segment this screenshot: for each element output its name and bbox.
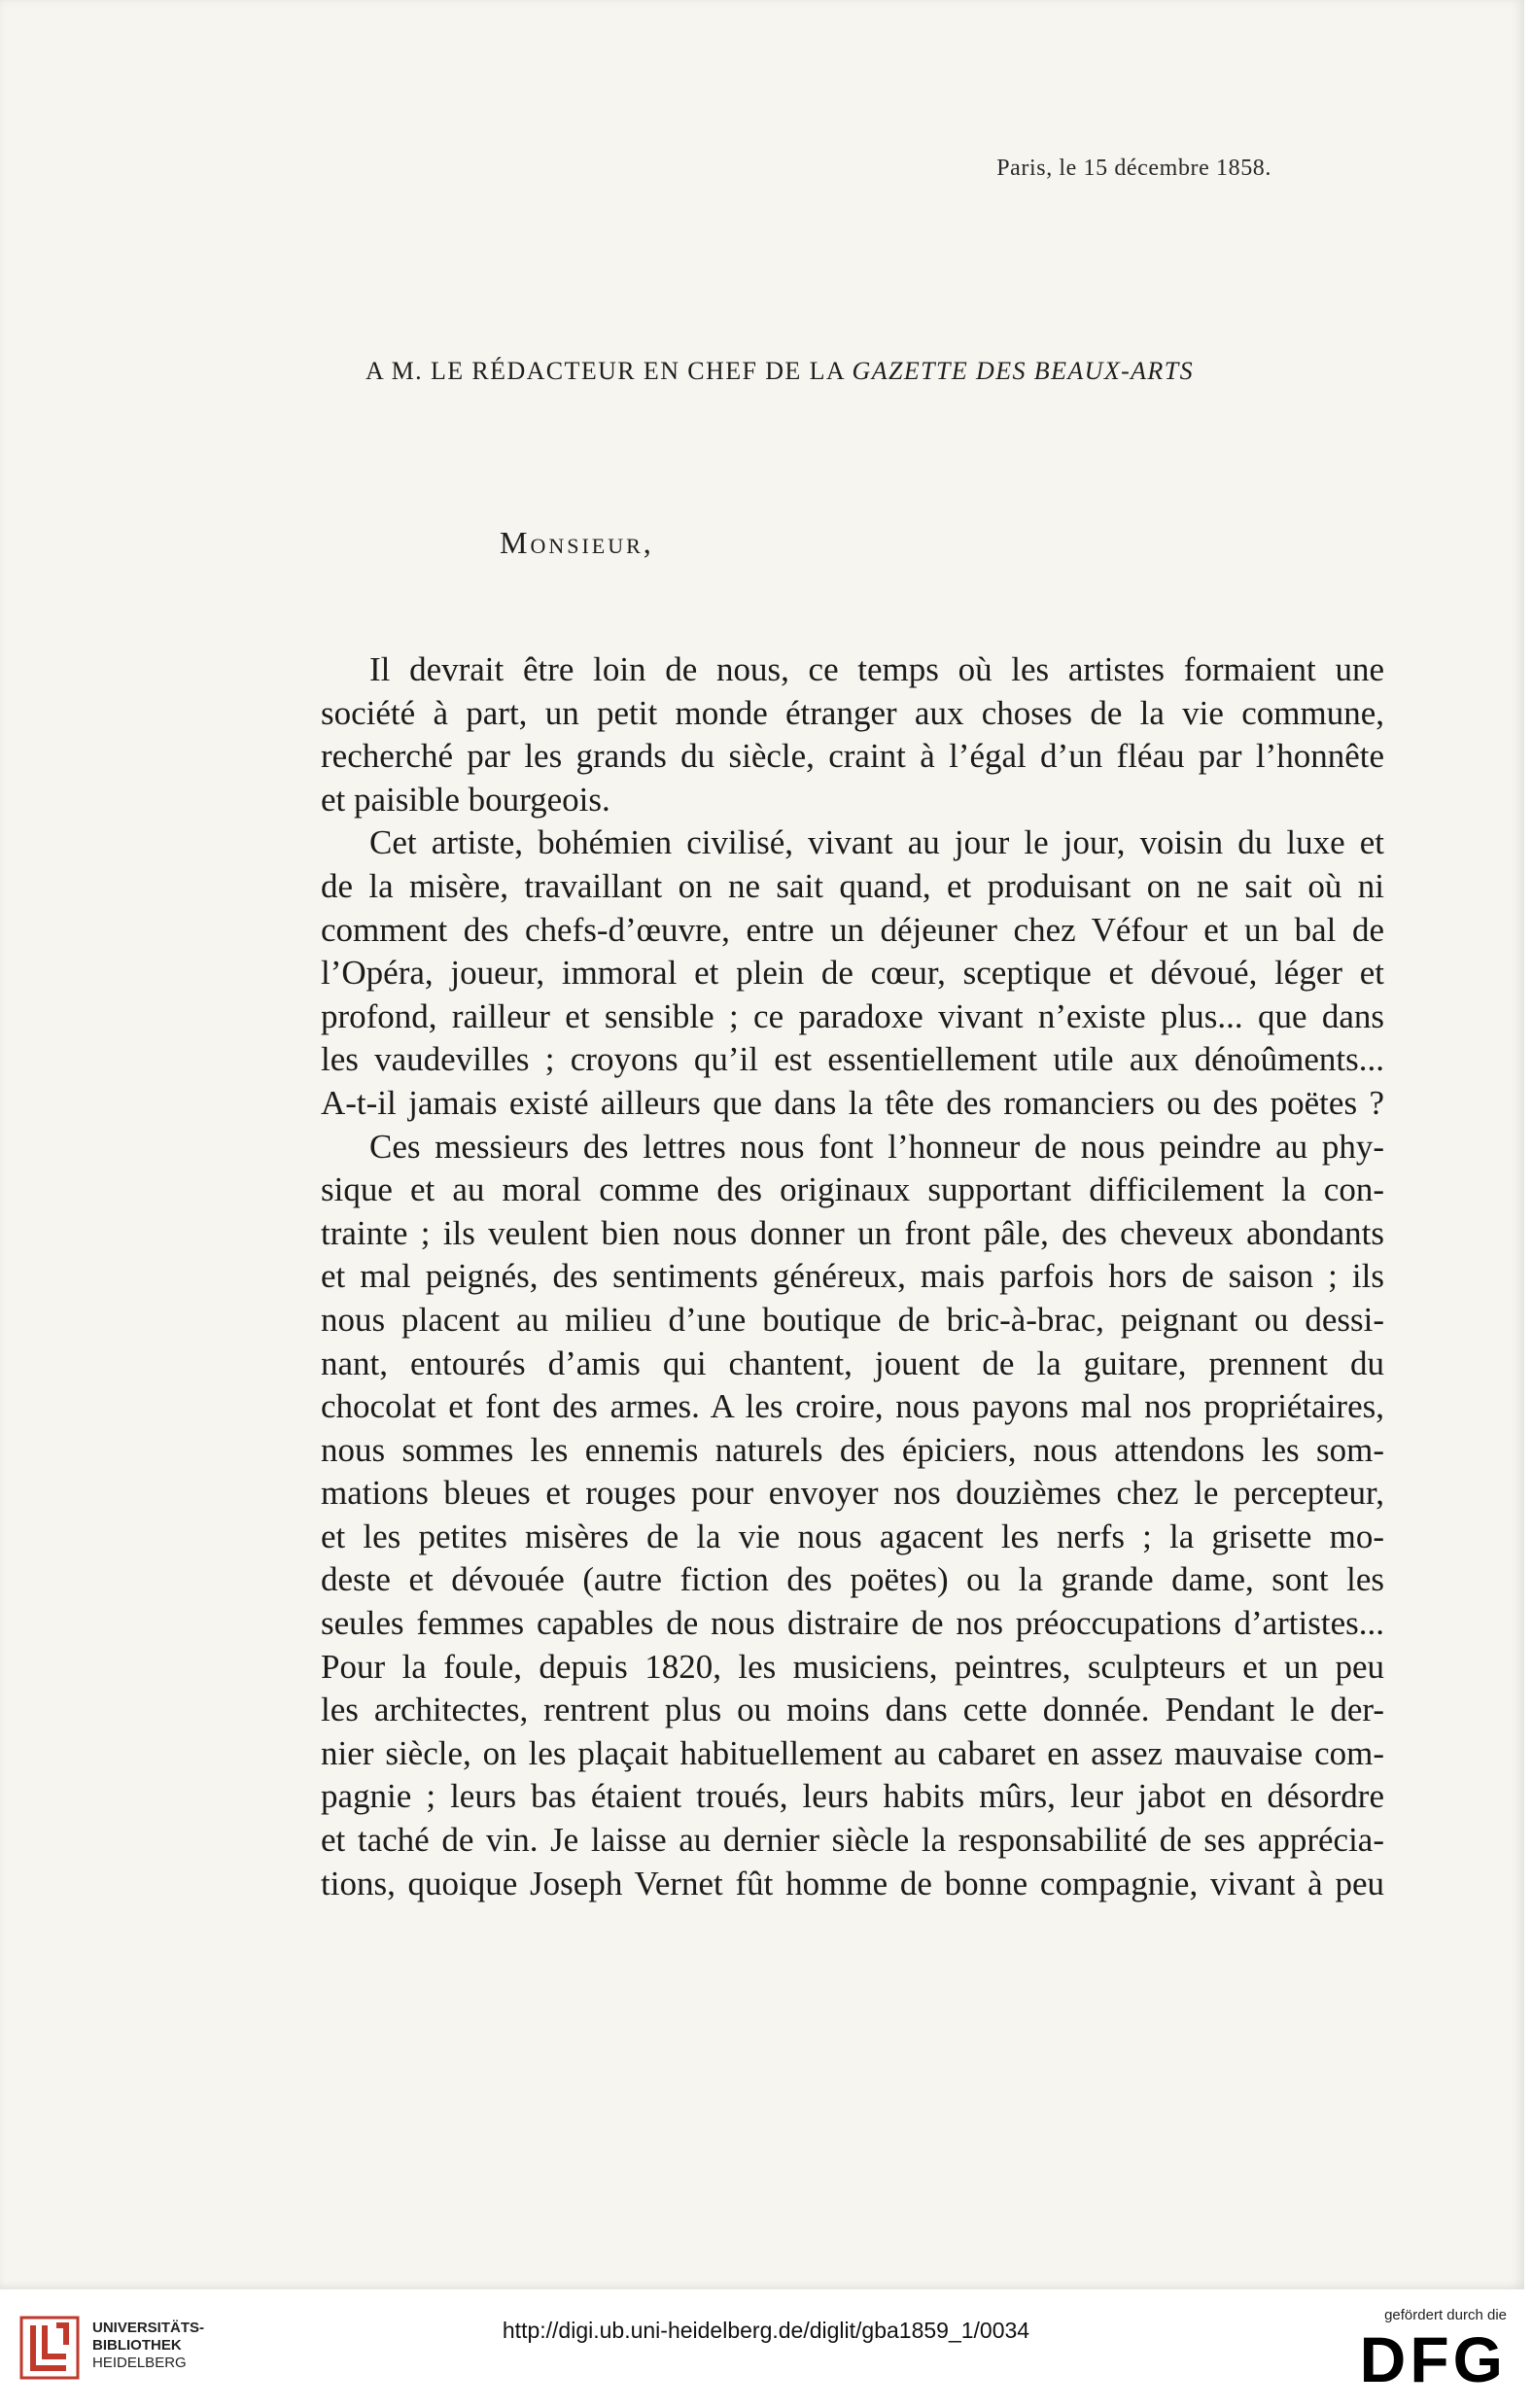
letter-address <box>366 357 1338 386</box>
permalink-url[interactable]: http://digi.ub.uni-heidelberg.de/diglit/gba1859_1/0034 <box>502 2318 1030 2343</box>
body-line: Cet artiste, bohémien civilisé, vivant au jour le jour, voisin du luxe et <box>369 823 1384 862</box>
body-line: les architectes, rentrent plus ou moins dans cette donnée. Pendant le der- <box>321 1691 1384 1729</box>
dfg-logo: DFG <box>1359 2323 1507 2395</box>
body-line: profond, railleur et sensible ; ce paradoxe vivant n’existe plus... que dans <box>321 996 1384 1035</box>
body-line: A-t-il jamais existé ailleurs que dans la tête des romanciers ou des poëtes ? <box>321 1083 1384 1122</box>
funder-caption: gefördert durch die <box>1384 2307 1507 2323</box>
library-line: UNIVERSITÄTS- <box>92 2320 205 2336</box>
body-line: les vaudevilles ; croyons qu’il est essentiellement utile aux dénoûments... <box>321 1040 1384 1079</box>
salutation: Monsieur, <box>500 525 654 560</box>
body-line: nous placent au milieu d’une boutique de bric-à-brac, peignant ou dessi- <box>321 1300 1384 1339</box>
letter-body <box>321 648 1384 1905</box>
body-line: nant, entourés d’amis qui chantent, jouent de la guitare, prennent du <box>321 1344 1384 1382</box>
body-line: pagnie ; leurs bas étaient troués, leurs habits mûrs, leur jabot en désordre <box>321 1777 1384 1816</box>
dateline: Paris, le 15 décembre 1858. <box>996 156 1271 181</box>
body-line: Il devrait être loin de nous, ce temps où les artistes formaient une <box>369 650 1384 688</box>
body-line: comment des chefs-d’œuvre, entre un déjeuner chez Véfour et un bal de <box>321 910 1384 949</box>
body-line: tions, quoique Joseph Vernet fût homme de bonne compagnie, vivant à peu <box>321 1864 1384 1902</box>
body-line: l’Opéra, joueur, immoral et plein de cœur, sceptique et dévoué, léger et <box>321 954 1384 993</box>
body-line: chocolat et font des armes. A les croire, nous payons mal nos propriétaires, <box>321 1387 1384 1426</box>
body-line: et les petites misères de la vie nous agacent les nerfs ; la grisette mo- <box>321 1517 1384 1555</box>
viewer-footer <box>0 2289 1532 2408</box>
body-line: seules femmes capables de nous distraire de nos préoccupations d’artistes... <box>321 1604 1384 1643</box>
body-line: mations bleues et rouges pour envoyer nos douzièmes chez le percepteur, <box>321 1474 1384 1513</box>
body-line: et paisible bourgeois. <box>321 780 610 819</box>
body-line: Ces messieurs des lettres nous font l’honneur de nous peindre au phy- <box>369 1127 1384 1166</box>
address-prefix: A M. LE RÉDACTEUR EN CHEF DE LA <box>366 357 853 385</box>
body-line: sique et au moral comme des originaux supportant difficilement la con- <box>321 1170 1384 1209</box>
body-line: recherché par les grands du siècle, craint à l’égal d’un fléau par l’honnête <box>321 737 1384 776</box>
body-line: nier siècle, on les plaçait habituellement au cabaret en assez mauvaise com- <box>321 1733 1384 1772</box>
library-line: BIBLIOTHEK <box>92 2337 182 2354</box>
body-line: trainte ; ils veulent bien nous donner un front pâle, des cheveux abondants <box>321 1213 1384 1252</box>
body-line: de la misère, travaillant on ne sait quand, et produisant on ne sait où ni <box>321 866 1384 905</box>
journal-title: GAZETTE DES BEAUX-ARTS <box>852 357 1194 385</box>
body-line: société à part, un petit monde étranger aux choses de la vie commune, <box>321 693 1384 732</box>
body-line: deste et dévouée (autre fiction des poëtes) ou la grande dame, sont les <box>321 1560 1384 1599</box>
library-line: HEIDELBERG <box>92 2355 187 2371</box>
body-line: et mal peignés, des sentiments généreux, mais parfois hors de saison ; ils <box>321 1257 1384 1296</box>
body-line: et taché de vin. Je laisse au dernier siècle la responsabilité de ses apprécia- <box>321 1821 1384 1860</box>
body-line: nous sommes les ennemis naturels des épiciers, nous attendons les som- <box>321 1430 1384 1469</box>
body-line: Pour la foule, depuis 1820, les musiciens, peintres, sculpteurs et un peu <box>321 1647 1384 1686</box>
